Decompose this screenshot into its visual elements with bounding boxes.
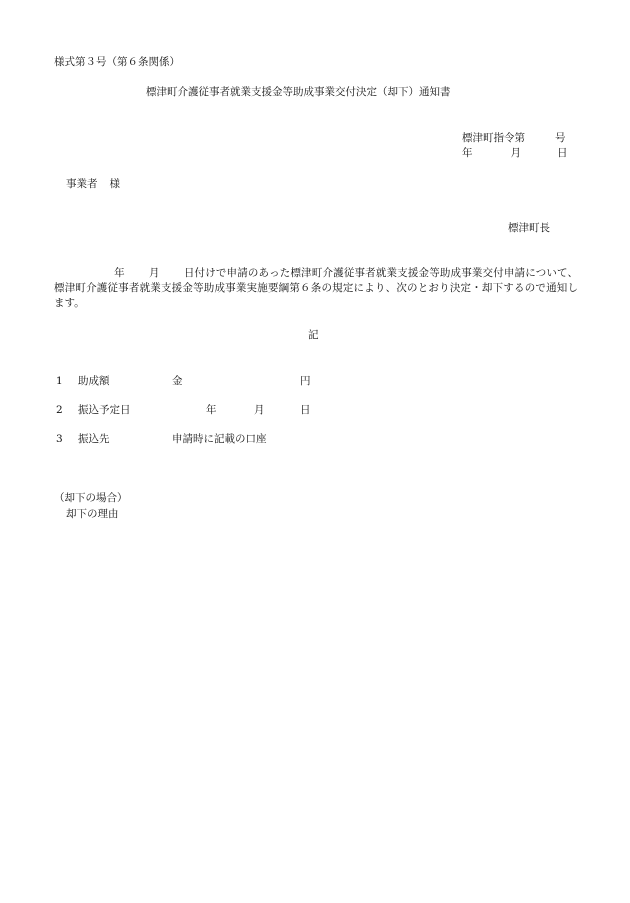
rejection-reason-label: 却下の理由	[66, 508, 119, 520]
body-year: 年	[114, 267, 125, 279]
item-label: 振込先	[78, 433, 110, 445]
item-number: 1	[56, 375, 63, 387]
issue-number-prefix: 標津町指令第	[462, 132, 525, 144]
form-id: 様式第３号（第６条関係）	[54, 56, 180, 68]
item-day: 日	[300, 404, 311, 416]
item-number: 2	[56, 404, 63, 416]
document-title: 標津町介護従事者就業支援金等助成事業交付決定（却下）通知書	[146, 86, 451, 98]
issue-date	[462, 147, 568, 160]
recipient	[66, 178, 120, 191]
issue-date-day: 日	[557, 147, 568, 159]
ki-heading: 記	[308, 329, 319, 341]
item-unit: 円	[300, 375, 311, 387]
issuer: 標津町長	[508, 222, 550, 234]
item-label: 助成額	[78, 375, 110, 387]
item-number: 3	[56, 433, 63, 445]
recipient-honorific: 様	[109, 178, 120, 190]
item-value: 金	[172, 375, 183, 387]
body-main-text: 日付けで申請のあった標津町介護従事者就業支援金等助成事業交付申請について、標津町介護従事者就業支援金等助成事業実施要綱第６条の規定により、次のとおり決定・却下するので通知します。	[54, 267, 578, 310]
body-month: 月	[148, 267, 160, 279]
body-text	[54, 266, 578, 312]
item-year: 年	[206, 404, 217, 416]
issue-date-year: 年	[462, 147, 473, 159]
rejection-heading: （却下の場合）	[54, 492, 128, 504]
issue-date-month: 月	[510, 147, 521, 159]
item-value: 申請時に記載の口座	[172, 433, 267, 445]
recipient-name: 事業者	[66, 178, 98, 190]
issue-number-suffix: 号	[555, 132, 566, 144]
item-month: 月	[254, 404, 265, 416]
item-label: 振込予定日	[78, 404, 131, 416]
issue-number	[462, 132, 566, 145]
